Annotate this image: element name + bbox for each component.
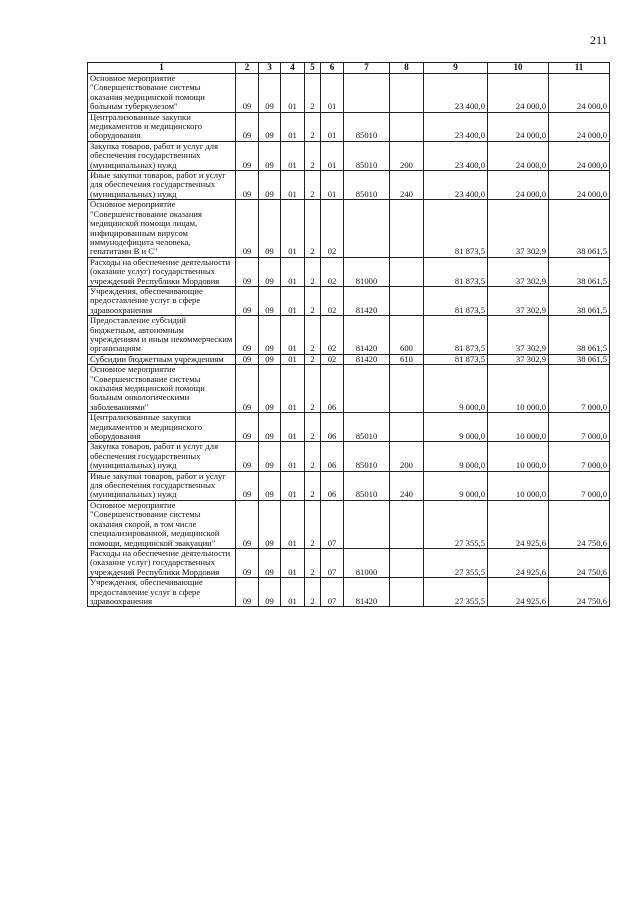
code-cell: 01 [281,471,305,500]
code-cell: 01 [281,200,305,257]
row-name-cell: Основное мероприятие "Совершенствование системы оказания скорой, в том числе специализированной, медицинской помощи, медицинской эвакуации" [88,500,236,548]
amount-cell: 81 873,5 [424,200,488,257]
code-cell: 01 [281,500,305,548]
code-cell: 2 [305,548,321,577]
code-cell: 09 [259,112,281,141]
row-name-cell: Расходы на обеспечение деятельности (оказание услуг) государственных учреждений Республики Мордовия [88,257,236,286]
code-cell: 09 [236,471,259,500]
code-cell: 09 [259,471,281,500]
row-name-cell: Учреждения, обеспечивающие предоставление услуг в сфере здравоохранения [88,578,236,607]
column-header: 1 [88,63,236,74]
code-cell: 2 [305,257,321,286]
code-cell: 09 [236,365,259,413]
code-cell: 02 [321,286,344,315]
code-cell: 81420 [344,286,390,315]
code-cell: 81420 [344,578,390,607]
amount-cell: 37 302,9 [488,257,549,286]
code-cell: 85010 [344,112,390,141]
table-row [88,413,610,442]
code-cell: 01 [281,578,305,607]
code-cell [390,365,424,413]
code-cell: 240 [390,171,424,200]
code-cell: 01 [321,171,344,200]
table-row [88,112,610,141]
amount-cell: 9 000,0 [424,365,488,413]
amount-cell: 24 750,6 [549,500,610,548]
amount-cell: 24 000,0 [488,171,549,200]
amount-cell: 24 925,6 [488,500,549,548]
code-cell: 81420 [344,354,390,364]
code-cell: 600 [390,316,424,355]
code-cell [390,257,424,286]
code-cell [390,74,424,113]
column-header: 2 [236,63,259,74]
code-cell: 09 [259,354,281,364]
code-cell: 07 [321,548,344,577]
table-row [88,354,610,364]
code-cell: 09 [259,365,281,413]
code-cell: 2 [305,286,321,315]
code-cell: 02 [321,200,344,257]
code-cell: 09 [236,442,259,471]
amount-cell: 24 750,6 [549,548,610,577]
column-header: 5 [305,63,321,74]
amount-cell: 81 873,5 [424,286,488,315]
row-name-cell: Субсидии бюджетным учреждениям [88,354,236,364]
code-cell: 01 [281,257,305,286]
amount-cell: 38 061,5 [549,200,610,257]
code-cell: 09 [259,548,281,577]
column-header: 6 [321,63,344,74]
code-cell: 2 [305,74,321,113]
column-header: 4 [281,63,305,74]
code-cell: 81420 [344,316,390,355]
code-cell: 610 [390,354,424,364]
row-name-cell: Иные закупки товаров, работ и услуг для обеспечения государственных (муниципальных) нужд [88,171,236,200]
table-row [88,471,610,500]
page-number: 211 [590,33,608,47]
row-name-cell: Централизованные закупки медикаментов и медицинского оборудования [88,413,236,442]
amount-cell: 9 000,0 [424,413,488,442]
code-cell: 09 [259,257,281,286]
amount-cell: 27 355,5 [424,578,488,607]
code-cell: 09 [236,578,259,607]
code-cell [390,578,424,607]
amount-cell: 27 355,5 [424,500,488,548]
code-cell: 2 [305,500,321,548]
amount-cell: 38 061,5 [549,316,610,355]
table-row [88,286,610,315]
code-cell: 01 [281,141,305,170]
row-name-cell: Учреждения, обеспечивающие предоставление услуг в сфере здравоохранения [88,286,236,315]
code-cell: 09 [236,200,259,257]
code-cell [344,200,390,257]
amount-cell: 24 000,0 [488,74,549,113]
column-header: 3 [259,63,281,74]
amount-cell: 10 000,0 [488,413,549,442]
code-cell: 01 [281,442,305,471]
row-name-cell: Основное мероприятие "Совершенствование системы оказания медицинской помощи больным онкологическими заболеваниями" [88,365,236,413]
amount-cell: 10 000,0 [488,471,549,500]
code-cell: 200 [390,442,424,471]
code-cell: 06 [321,442,344,471]
code-cell: 85010 [344,141,390,170]
code-cell: 06 [321,471,344,500]
code-cell: 09 [236,500,259,548]
amount-cell: 24 000,0 [488,141,549,170]
amount-cell: 81 873,5 [424,257,488,286]
amount-cell: 24 000,0 [549,171,610,200]
table-header-row [88,63,610,74]
code-cell: 200 [390,141,424,170]
code-cell: 2 [305,171,321,200]
row-name-cell: Централизованные закупки медикаментов и медицинского оборудования [88,112,236,141]
code-cell: 01 [321,112,344,141]
code-cell: 01 [321,74,344,113]
amount-cell: 37 302,9 [488,354,549,364]
code-cell: 07 [321,578,344,607]
code-cell: 09 [259,171,281,200]
code-cell: 09 [259,578,281,607]
table-row [88,500,610,548]
code-cell: 01 [281,354,305,364]
table-row [88,141,610,170]
code-cell: 01 [281,413,305,442]
column-header: 10 [488,63,549,74]
amount-cell: 7 000,0 [549,365,610,413]
code-cell: 85010 [344,442,390,471]
code-cell: 2 [305,200,321,257]
code-cell: 85010 [344,471,390,500]
amount-cell: 37 302,9 [488,200,549,257]
code-cell: 2 [305,365,321,413]
code-cell: 07 [321,500,344,548]
amount-cell: 24 000,0 [488,112,549,141]
code-cell [390,413,424,442]
code-cell: 09 [259,413,281,442]
code-cell: 09 [236,316,259,355]
code-cell: 01 [281,74,305,113]
table-row [88,171,610,200]
code-cell: 09 [236,413,259,442]
amount-cell: 81 873,5 [424,316,488,355]
table-row [88,316,610,355]
code-cell [390,200,424,257]
column-header: 7 [344,63,390,74]
amount-cell: 23 400,0 [424,171,488,200]
amount-cell: 10 000,0 [488,442,549,471]
code-cell: 09 [236,354,259,364]
row-name-cell: Закупка товаров, работ и услуг для обеспечения государственных (муниципальных) нужд [88,141,236,170]
amount-cell: 7 000,0 [549,413,610,442]
code-cell: 01 [281,316,305,355]
code-cell: 09 [259,442,281,471]
column-header: 9 [424,63,488,74]
row-name-cell: Основное мероприятие "Совершенствование системы оказания медицинской помощи больным туберкулезом" [88,74,236,113]
amount-cell: 81 873,5 [424,354,488,364]
code-cell: 85010 [344,413,390,442]
code-cell: 09 [259,200,281,257]
amount-cell: 9 000,0 [424,471,488,500]
amount-cell: 10 000,0 [488,365,549,413]
amount-cell: 24 925,6 [488,548,549,577]
row-name-cell: Предоставление субсидий бюджетным, автономным учреждениям и иным некоммерческим организациям [88,316,236,355]
code-cell: 09 [259,316,281,355]
code-cell [344,365,390,413]
code-cell: 06 [321,413,344,442]
code-cell [390,112,424,141]
table-row [88,200,610,257]
code-cell: 81000 [344,548,390,577]
code-cell: 02 [321,316,344,355]
code-cell: 2 [305,413,321,442]
code-cell: 2 [305,442,321,471]
row-name-cell: Закупка товаров, работ и услуг для обеспечения государственных (муниципальных) нужд [88,442,236,471]
amount-cell: 24 000,0 [549,141,610,170]
amount-cell: 24 750,6 [549,578,610,607]
amount-cell: 9 000,0 [424,442,488,471]
code-cell: 09 [236,112,259,141]
amount-cell: 38 061,5 [549,257,610,286]
amount-cell: 7 000,0 [549,442,610,471]
table-row [88,74,610,113]
column-header: 8 [390,63,424,74]
table-row [88,257,610,286]
code-cell: 01 [281,286,305,315]
code-cell: 2 [305,112,321,141]
amount-cell: 24 925,6 [488,578,549,607]
code-cell [344,500,390,548]
code-cell: 2 [305,141,321,170]
code-cell: 240 [390,471,424,500]
amount-cell: 24 000,0 [549,112,610,141]
code-cell: 01 [281,112,305,141]
code-cell: 09 [259,286,281,315]
amount-cell: 23 400,0 [424,141,488,170]
budget-table [87,62,610,607]
code-cell [390,548,424,577]
table-row [88,548,610,577]
code-cell: 2 [305,578,321,607]
code-cell [390,286,424,315]
row-name-cell: Иные закупки товаров, работ и услуг для обеспечения государственных (муниципальных) нужд [88,471,236,500]
amount-cell: 37 302,9 [488,316,549,355]
code-cell: 85010 [344,171,390,200]
code-cell: 09 [259,141,281,170]
code-cell: 2 [305,471,321,500]
code-cell: 09 [236,257,259,286]
amount-cell: 37 302,9 [488,286,549,315]
table-row [88,365,610,413]
table-row [88,578,610,607]
code-cell: 2 [305,354,321,364]
code-cell: 01 [281,548,305,577]
code-cell: 02 [321,354,344,364]
amount-cell: 38 061,5 [549,286,610,315]
amount-cell: 27 355,5 [424,548,488,577]
code-cell [390,500,424,548]
code-cell: 09 [236,548,259,577]
code-cell: 09 [236,141,259,170]
code-cell: 01 [281,171,305,200]
code-cell: 2 [305,316,321,355]
amount-cell: 24 000,0 [549,74,610,113]
row-name-cell: Расходы на обеспечение деятельности (оказание услуг) государственных учреждений Республики Мордовия [88,548,236,577]
table-row [88,442,610,471]
code-cell: 09 [236,74,259,113]
amount-cell: 38 061,5 [549,354,610,364]
code-cell: 09 [236,286,259,315]
amount-cell: 23 400,0 [424,74,488,113]
code-cell: 81000 [344,257,390,286]
amount-cell: 23 400,0 [424,112,488,141]
column-header: 11 [549,63,610,74]
code-cell: 02 [321,257,344,286]
code-cell: 09 [236,171,259,200]
table-body [88,74,610,607]
code-cell: 09 [259,74,281,113]
code-cell [344,74,390,113]
code-cell: 09 [259,500,281,548]
code-cell: 01 [281,365,305,413]
row-name-cell: Основное мероприятие "Совершенствование оказания медицинской помощи лицам, инфицированным вирусом иммунодефицита человека, гепатитами В и С" [88,200,236,257]
amount-cell: 7 000,0 [549,471,610,500]
code-cell: 06 [321,365,344,413]
code-cell: 01 [321,141,344,170]
